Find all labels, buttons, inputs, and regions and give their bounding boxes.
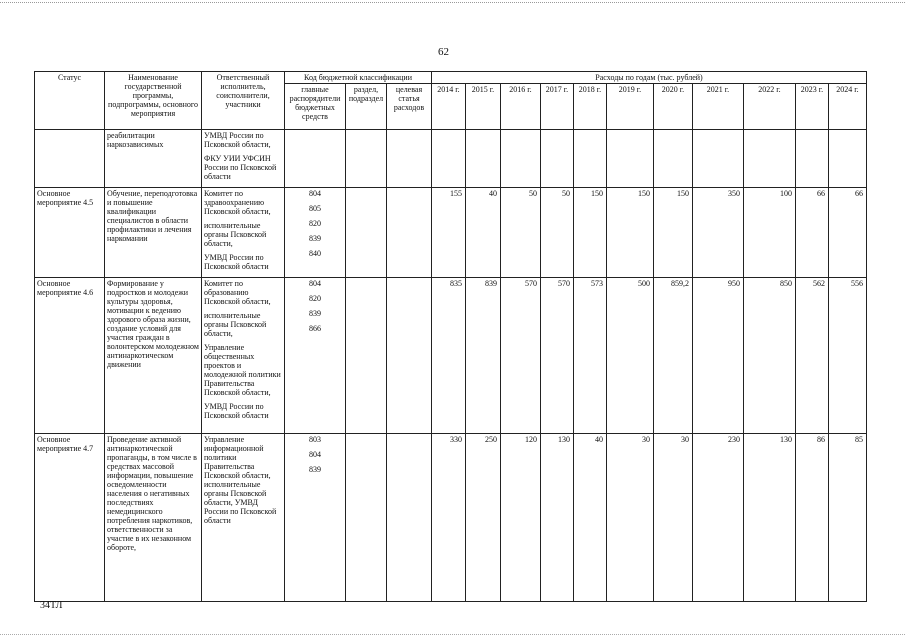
row-name: Формирование у подростков и молодежи культуры здоровья, мотивации к ведению здорового образа жизни, создание условий для участия граждан в волонтерском молодежном антинаркотическом движении	[105, 278, 202, 434]
value-cell: 230	[693, 434, 744, 602]
table-row	[35, 434, 867, 602]
row-status: Основное мероприятие 4.6	[35, 278, 105, 434]
value-cell: 850	[744, 278, 796, 434]
value-cell: 859,2	[654, 278, 693, 434]
col-year: 2019 г.	[607, 84, 654, 130]
table-row	[35, 278, 867, 434]
responsible-entry: Комитет по образованию Псковской области,	[204, 279, 271, 306]
row-status: Основное мероприятие 4.5	[35, 188, 105, 278]
value-cell: 40	[466, 188, 501, 278]
responsible-entry: ФКУ УИИ УФСИН России по Псковской области	[204, 154, 277, 181]
row-status	[35, 130, 105, 188]
row-section	[346, 278, 387, 434]
value-cell: 86	[796, 434, 829, 602]
value-cell: 573	[574, 278, 607, 434]
responsible-entry: УМВД России по Псковской области,	[204, 131, 271, 149]
row-responsible	[202, 434, 285, 602]
row-name: реабилитации наркозависимых	[105, 130, 202, 188]
value-cell: 950	[693, 278, 744, 434]
value-cell: 40	[574, 434, 607, 602]
row-responsible	[202, 188, 285, 278]
value-cell: 85	[829, 434, 867, 602]
budget-code: 866	[309, 324, 321, 333]
col-year: 2015 г.	[466, 84, 501, 130]
value-cell: 150	[654, 188, 693, 278]
col-year: 2017 г.	[541, 84, 574, 130]
budget-code: 803	[309, 435, 321, 444]
col-year: 2024 г.	[829, 84, 867, 130]
col-status: Статус	[35, 72, 105, 130]
row-responsible	[202, 278, 285, 434]
col-name: Наименование государственной программы, подпрограммы, основного мероприятия	[105, 72, 202, 130]
col-main-managers: главные распорядители бюджетных средств	[285, 84, 346, 130]
value-cell: 570	[501, 278, 541, 434]
value-cell: 350	[693, 188, 744, 278]
col-expenses: Расходы по годам (тыс. рублей)	[432, 72, 867, 84]
col-year: 2018 г.	[574, 84, 607, 130]
responsible-entry: УМВД России по Псковской области	[204, 253, 269, 271]
scan-edge-bottom	[0, 634, 905, 635]
value-cell: 250	[466, 434, 501, 602]
budget-code: 804	[309, 279, 321, 288]
row-target	[387, 130, 432, 188]
scan-edge-top	[0, 2, 905, 3]
responsible-entry: УМВД России по Псковской области	[204, 402, 269, 420]
col-year: 2021 г.	[693, 84, 744, 130]
col-year: 2016 г.	[501, 84, 541, 130]
page-number: 62	[438, 46, 449, 58]
value-cell: 835	[432, 278, 466, 434]
budget-table	[34, 71, 867, 602]
row-codes	[285, 278, 346, 434]
row-codes	[285, 188, 346, 278]
row-name: Проведение активной антинаркотической пропаганды, в том числе в средствах массовой информации, повышение осведомленности населения о негативных последствиях немедицинского потребления наркотиков, ответственности за участие в их незаконном обороте,	[105, 434, 202, 602]
budget-code: 840	[309, 249, 321, 258]
value-cell: 30	[654, 434, 693, 602]
value-cell: 500	[607, 278, 654, 434]
responsible-entry: Управление информационной политики Правительства Псковской области, исполнительные органы Псковской области, УМВД России по Псковской области	[204, 435, 277, 525]
budget-code: 839	[309, 465, 321, 474]
value-cell: 150	[574, 188, 607, 278]
col-year: 2022 г.	[744, 84, 796, 130]
responsible-entry: Комитет по здравоохранению Псковской области,	[204, 189, 271, 216]
budget-code: 839	[309, 234, 321, 243]
row-section	[346, 188, 387, 278]
value-cell: 130	[744, 434, 796, 602]
budget-code: 820	[309, 219, 321, 228]
col-year: 2014 г.	[432, 84, 466, 130]
row-target	[387, 278, 432, 434]
value-cell: 839	[466, 278, 501, 434]
value-cell: 562	[796, 278, 829, 434]
value-cell: 50	[501, 188, 541, 278]
budget-code: 839	[309, 309, 321, 318]
value-cell: 66	[829, 188, 867, 278]
col-responsible: Ответственный исполнитель, соисполнители, участники	[202, 72, 285, 130]
value-cell: 100	[744, 188, 796, 278]
col-year: 2023 г.	[796, 84, 829, 130]
responsible-entry: Управление общественных проектов и молодежной политики Правительства Псковской области,	[204, 343, 281, 397]
row-target	[387, 434, 432, 602]
value-cell: 50	[541, 188, 574, 278]
row-codes	[285, 434, 346, 602]
col-section: раздел, подраздел	[346, 84, 387, 130]
value-cell: 570	[541, 278, 574, 434]
value-cell: 150	[607, 188, 654, 278]
col-budget-code: Код бюджетной классификации	[285, 72, 432, 84]
value-cell: 330	[432, 434, 466, 602]
value-cell: 66	[796, 188, 829, 278]
value-cell: 556	[829, 278, 867, 434]
col-target: целевая статья расходов	[387, 84, 432, 130]
footer-code: 34ТЛ	[40, 600, 63, 611]
value-cell: 120	[501, 434, 541, 602]
budget-code: 804	[309, 450, 321, 459]
row-responsible	[202, 130, 285, 188]
row-section	[346, 130, 387, 188]
row-target	[387, 188, 432, 278]
row-status: Основное мероприятие 4.7	[35, 434, 105, 602]
table-row	[35, 130, 867, 188]
budget-code: 820	[309, 294, 321, 303]
row-codes	[285, 130, 346, 188]
value-cell: 155	[432, 188, 466, 278]
budget-code: 804	[309, 189, 321, 198]
budget-code: 805	[309, 204, 321, 213]
row-section	[346, 434, 387, 602]
row-name: Обучение, переподготовка и повышение квалификации специалистов в области профилактики и лечения наркомании	[105, 188, 202, 278]
responsible-entry: исполнительные органы Псковской области,	[204, 221, 267, 248]
value-cell: 130	[541, 434, 574, 602]
value-cell: 30	[607, 434, 654, 602]
responsible-entry: исполнительные органы Псковской области,	[204, 311, 267, 338]
col-year: 2020 г.	[654, 84, 693, 130]
table-row	[35, 188, 867, 278]
